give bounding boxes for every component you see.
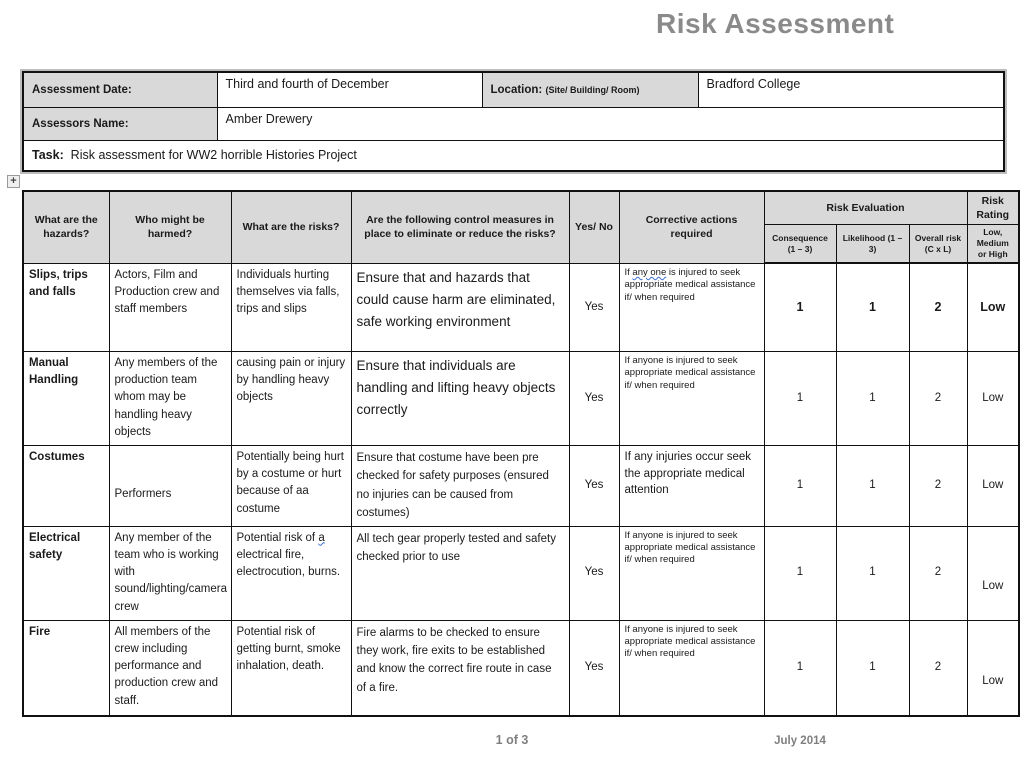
col-header-likelihood[interactable]: Likelihood (1 – 3): [836, 225, 909, 264]
grammar-marked-text: any one: [632, 266, 667, 278]
location-label: Location:: [490, 83, 543, 96]
consequence-cell[interactable]: 1: [764, 526, 836, 620]
location-label-cell[interactable]: [482, 72, 698, 107]
risks-text: electrical fire, electrocution, burns.: [236, 548, 341, 579]
col-header-corrective[interactable]: Corrective actions required: [619, 191, 764, 263]
risk-assessment-table: [22, 190, 1020, 717]
likelihood-cell[interactable]: 1: [836, 351, 909, 445]
harmed-cell[interactable]: Actors, Film and Production crew and staff members: [109, 263, 231, 351]
overall-risk-cell[interactable]: 2: [909, 445, 967, 526]
consequence-cell[interactable]: 1: [764, 263, 836, 351]
table-row-electrical-safety: [23, 526, 1019, 620]
col-header-consequence[interactable]: Consequence (1 – 3): [764, 225, 836, 264]
col-header-risks[interactable]: What are the risks?: [231, 191, 351, 263]
harmed-cell[interactable]: Performers: [109, 445, 231, 526]
info-table: [22, 71, 1005, 172]
col-header-risk-evaluation[interactable]: Risk Evaluation: [764, 191, 967, 225]
assessors-name-value[interactable]: Amber Drewery: [217, 107, 1004, 140]
yes-no-cell[interactable]: Yes: [569, 351, 619, 445]
yes-no-cell[interactable]: Yes: [569, 526, 619, 620]
footer-date: July 2014: [774, 735, 826, 747]
risks-text: Potential risk of: [236, 531, 319, 544]
risks-text: Potential risk of getting burnt, smoke inhalation, death.: [236, 625, 341, 673]
risk-rating-cell[interactable]: Low: [967, 445, 1019, 526]
corrective-cell[interactable]: [619, 351, 764, 445]
col-header-harmed[interactable]: Who might be harmed?: [109, 191, 231, 263]
location-sublabel: (Site/ Building/ Room): [545, 84, 640, 95]
info-row-date-location: [23, 72, 1004, 107]
controls-cell[interactable]: Ensure that costume have been pre checked for safety purposes (ensured no injuries can be caused from costumes): [351, 445, 569, 526]
corrective-text: If anyone is injured to seek appropriate medical assistance if/ when required: [624, 623, 756, 660]
risk-rating-cell[interactable]: Low: [967, 526, 1019, 620]
overall-risk-cell[interactable]: 2: [909, 620, 967, 716]
col-header-hazards[interactable]: What are the hazards?: [23, 191, 109, 263]
likelihood-cell[interactable]: 1: [836, 445, 909, 526]
page-number: 1 of 3: [495, 733, 529, 747]
grammar-marked-text: a: [318, 531, 325, 544]
col-header-risk-rating[interactable]: Risk Rating: [967, 191, 1019, 225]
harmed-cell[interactable]: Any members of the production team whom may be handling heavy objects: [109, 351, 231, 445]
table-row-manual-handling: [23, 351, 1019, 445]
harmed-cell[interactable]: All members of the crew including performance and production crew and staff.: [109, 620, 231, 716]
likelihood-cell[interactable]: 1: [836, 620, 909, 716]
task-label: Task:: [32, 148, 64, 163]
likelihood-cell[interactable]: 1: [836, 263, 909, 351]
corrective-text: If: [624, 266, 633, 278]
assessment-date-value[interactable]: Third and fourth of December: [217, 72, 482, 107]
hazard-cell[interactable]: Electrical safety: [23, 526, 109, 620]
hazard-cell[interactable]: Costumes: [23, 445, 109, 526]
table-row-fire: [23, 620, 1019, 716]
risks-text: Individuals hurting themselves via falls, trips and slips: [236, 268, 340, 316]
corrective-cell[interactable]: [619, 263, 764, 351]
risk-rating-cell[interactable]: Low: [967, 620, 1019, 716]
col-header-yes-no[interactable]: Yes/ No: [569, 191, 619, 263]
overall-risk-cell[interactable]: 2: [909, 526, 967, 620]
risks-cell[interactable]: [231, 351, 351, 445]
info-row-task: [23, 140, 1004, 171]
consequence-cell[interactable]: 1: [764, 445, 836, 526]
risks-cell[interactable]: [231, 620, 351, 716]
corrective-cell[interactable]: [619, 445, 764, 526]
risks-text: Potentially being hurt by a costume or hurt because of aa costume: [236, 450, 344, 515]
col-header-overall-risk[interactable]: Overall risk (C x L): [909, 225, 967, 264]
table-row-costumes: [23, 445, 1019, 526]
controls-cell[interactable]: Fire alarms to be checked to ensure they work, fire exits to be established and know the correct fire route in case of a fire.: [351, 620, 569, 716]
hazard-cell[interactable]: Fire: [23, 620, 109, 716]
header-row-1: [23, 191, 1019, 225]
yes-no-cell[interactable]: Yes: [569, 620, 619, 716]
assessment-date-label[interactable]: Assessment Date:: [23, 72, 217, 107]
risk-rating-cell[interactable]: Low: [967, 263, 1019, 351]
task-value: Risk assessment for WW2 horrible Histories Project: [63, 148, 357, 163]
harmed-cell[interactable]: Any member of the team who is working with sound/lighting/camera crew: [109, 526, 231, 620]
risk-rating-cell[interactable]: Low: [967, 351, 1019, 445]
overall-risk-cell[interactable]: 2: [909, 263, 967, 351]
controls-cell[interactable]: All tech gear properly tested and safety checked prior to use: [351, 526, 569, 620]
controls-cell[interactable]: Ensure that and hazards that could cause harm are eliminated, safe working environment: [351, 263, 569, 351]
col-header-rating-scale[interactable]: Low, Medium or High: [967, 225, 1019, 264]
hazard-cell[interactable]: Manual Handling: [23, 351, 109, 445]
controls-cell[interactable]: Ensure that individuals are handling and lifting heavy objects correctly: [351, 351, 569, 445]
corrective-cell[interactable]: [619, 526, 764, 620]
consequence-cell[interactable]: 1: [764, 351, 836, 445]
info-row-assessor: [23, 107, 1004, 140]
corrective-text: If anyone is injured to seek appropriate medical assistance if/ when required: [624, 529, 756, 566]
risks-cell[interactable]: [231, 445, 351, 526]
hazard-cell[interactable]: Slips, trips and falls: [23, 263, 109, 351]
task-cell[interactable]: [23, 140, 1004, 171]
corrective-cell[interactable]: [619, 620, 764, 716]
table-move-handle-icon[interactable]: +: [7, 175, 20, 188]
consequence-cell[interactable]: 1: [764, 620, 836, 716]
risks-cell[interactable]: [231, 263, 351, 351]
likelihood-cell[interactable]: 1: [836, 526, 909, 620]
risks-text: causing pain or injury by handling heavy objects: [236, 356, 346, 404]
yes-no-cell[interactable]: Yes: [569, 263, 619, 351]
assessors-name-label[interactable]: Assessors Name:: [23, 107, 217, 140]
risks-cell[interactable]: [231, 526, 351, 620]
location-value[interactable]: Bradford College: [698, 72, 1004, 107]
table-row-slips-trips-falls: [23, 263, 1019, 351]
yes-no-cell[interactable]: Yes: [569, 445, 619, 526]
corrective-text: If anyone is injured to seek appropriate medical assistance if/ when required: [624, 354, 756, 391]
corrective-text: If any injuries occur seek the appropriate medical attention: [624, 450, 752, 497]
corrective-text: is injured to seek appropriate medical assistance if/ when required: [624, 266, 756, 303]
page-title: Risk Assessment: [656, 8, 895, 39]
overall-risk-cell[interactable]: 2: [909, 351, 967, 445]
col-header-controls[interactable]: Are the following control measures in place to eliminate or reduce the risks?: [351, 191, 569, 263]
